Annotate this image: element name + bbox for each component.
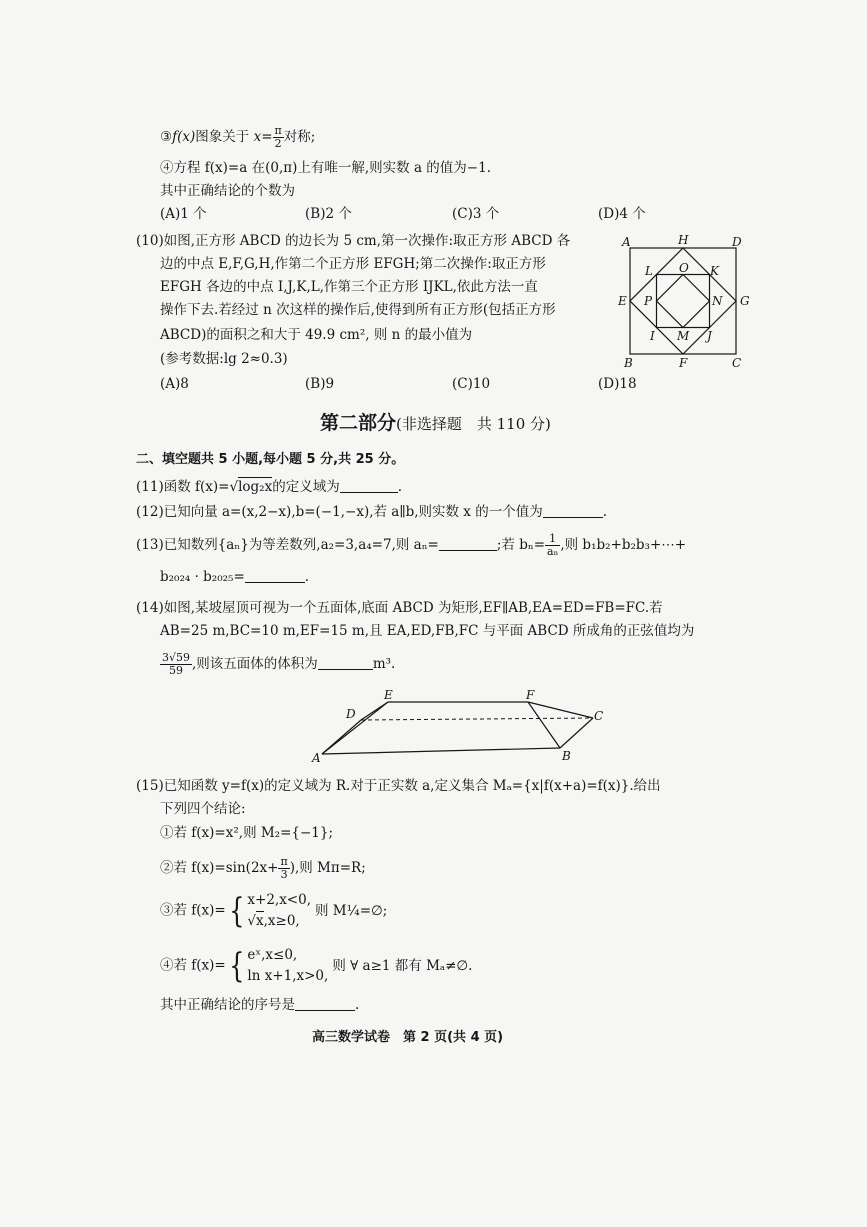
label-a: A <box>312 751 321 765</box>
label-d: D <box>732 235 742 249</box>
q9-option-a: (A)1 个 <box>160 206 207 222</box>
q12: (12)已知向量 a=(x,2−x),b=(−1,−x),若 a∥b,则实数 x 的一个值为 . <box>136 504 608 520</box>
label-n: N <box>712 294 723 308</box>
q10-nested-squares-figure <box>618 232 758 372</box>
q13-answer-blank-2[interactable] <box>245 570 305 583</box>
q9-item4: ④方程 f(x)=a 在(0,π)上有唯一解,则实数 a 的值为−1. <box>160 160 491 176</box>
label-c: C <box>732 356 742 370</box>
square-mnop <box>657 275 710 328</box>
q10-line-4: 操作下去.若经过 n 次这样的操作后,使得到所有正方形(包括正方形 <box>160 302 556 318</box>
page-footer: 高三数学试卷 第 2 页(共 4 页) <box>312 1030 504 1045</box>
q10-option-d: (D)18 <box>598 376 637 392</box>
q10-line-6: (参考数据:lg 2≈0.3) <box>160 351 288 367</box>
label-b: B <box>624 356 633 370</box>
label-h: H <box>678 233 689 247</box>
q11-answer-blank[interactable] <box>340 480 398 493</box>
q12-answer-blank[interactable] <box>543 505 603 518</box>
q15-item-2: ②若 f(x)=sin(2x+ $\frac{\pi}{3}$ ),则 Mπ=R; <box>160 855 366 881</box>
q9-prompt: 其中正确结论的个数为 <box>160 183 295 199</box>
q13-answer-blank-1[interactable] <box>439 538 497 551</box>
part2-heading: 第二部分(非选择题 共 110 分) <box>320 412 551 434</box>
label-d: D <box>346 707 356 721</box>
q14-line-3: $\frac{3√59}{59}$ ,则该五面体的体积为 m³. <box>162 651 396 677</box>
label-b: B <box>562 749 571 763</box>
q14-answer-blank[interactable] <box>318 657 373 670</box>
q15-item-3: ③若 f(x)={ x+2,x<0, √x,x≥0,则 M¼=∅; <box>160 891 388 931</box>
label-m: M <box>677 329 690 343</box>
label-e: E <box>384 688 393 702</box>
q11: (11)函数 f(x)=√log₂x的定义域为 . <box>136 479 402 495</box>
label-i: I <box>650 329 655 343</box>
q15-prompt: 其中正确结论的序号是 . <box>160 997 360 1013</box>
q14-line-1: (14)如图,某坡屋顶可视为一个五面体,底面 ABCD 为矩形,EF∥AB,EA=ED=FB=FC.若 <box>136 600 663 616</box>
q14-line-2: AB=25 m,BC=10 m,EF=15 m,且 EA,ED,FB,FC 与平面 ABCD 所成角的正弦值均为 <box>160 623 695 639</box>
q10-line-5: ABCD)的面积之和大于 49.9 cm², 则 n 的最小值为 <box>160 327 473 343</box>
q15-answer-blank[interactable] <box>295 998 355 1011</box>
q15-line-2: 下列四个结论: <box>160 801 246 817</box>
section2-heading: 二、填空题共 5 小题,每小题 5 分,共 25 分。 <box>136 452 405 467</box>
label-c: C <box>594 709 604 723</box>
label-k: K <box>710 264 719 278</box>
q15-item-1: ①若 f(x)=x²,则 M₂={−1}; <box>160 825 334 841</box>
q10-option-a: (A)8 <box>160 376 189 392</box>
q10-line-3: EFGH 各边的中点 I,J,K,L,作第三个正方形 IJKL,依此方法一直 <box>160 279 538 295</box>
q9-option-d: (D)4 个 <box>598 206 646 222</box>
label-g: G <box>740 294 750 308</box>
q9-item3: ③f(x)图象关于 x= $\frac{\pi}{2}$ 对称; <box>160 124 316 150</box>
q15-line-1: (15)已知函数 y=f(x)的定义域为 R.对于正实数 a,定义集合 Mₐ={x|f(x+a)=f(x)}.给出 <box>136 778 661 794</box>
q15-item-4: ④若 f(x)={ eˣ,x≤0, ln x+1,x>0,则 ∀ a≥1 都有 Mₐ≠∅. <box>160 946 473 986</box>
q14-roof-figure <box>308 686 618 766</box>
q13-line-1: (13)已知数列{aₙ}为等差数列,a₂=3,a₄=7,则 aₙ= ;若 bₙ= $\frac{1}{\text{aₙ}}$ ,则 b₁b₂+b₂b₃+⋯+ <box>136 532 687 558</box>
label-f: F <box>526 688 535 702</box>
q10-option-b: (B)9 <box>305 376 335 392</box>
label-f: F <box>679 356 688 370</box>
q13-line-2: b₂₀₂₄ · b₂₀₂₅= . <box>160 569 310 585</box>
q10-option-c: (C)10 <box>452 376 491 392</box>
q9-option-c: (C)3 个 <box>452 206 500 222</box>
label-j: J <box>707 329 712 343</box>
label-p: P <box>644 294 653 308</box>
q9-option-b: (B)2 个 <box>305 206 352 222</box>
q10-line-2: 边的中点 E,F,G,H,作第二个正方形 EFGH;第二次操作:取正方形 <box>160 256 546 272</box>
label-l: L <box>645 264 653 278</box>
label-a: A <box>622 235 631 249</box>
square-ijkl <box>657 275 710 328</box>
q10-line-1: (10)如图,正方形 ABCD 的边长为 5 cm,第一次操作:取正方形 ABCD 各 <box>136 233 571 249</box>
label-e: E <box>618 294 627 308</box>
label-o: O <box>679 261 689 275</box>
